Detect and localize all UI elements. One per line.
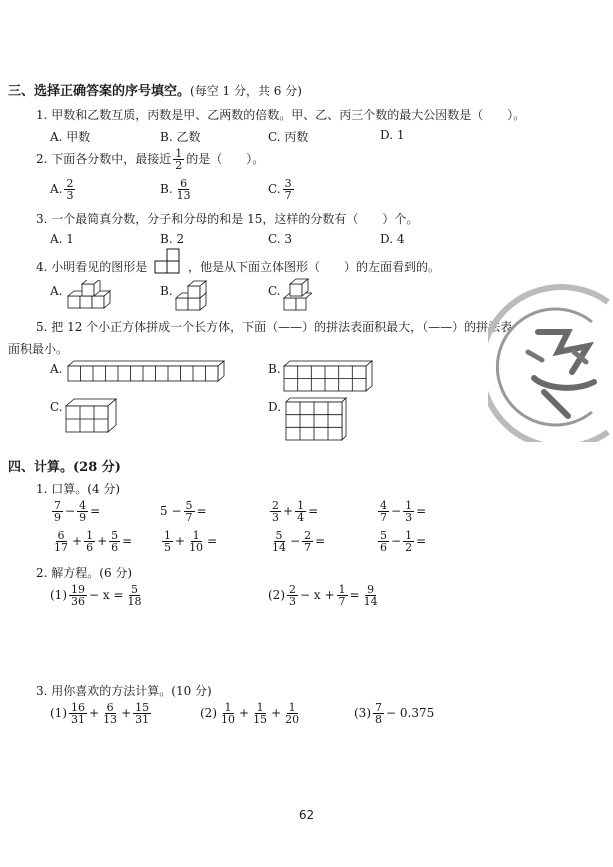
p3-title: 3. 用你喜欢的方法计算。(10 分) xyxy=(36,684,212,698)
q5-option-b-shape xyxy=(282,358,374,394)
q5-line2: 面积最小。 xyxy=(8,342,69,356)
equation-2: (2) $\frac{2}{3}$ − x + $\frac{1}{7}$ = $\frac{9}{14}$ xyxy=(268,583,378,608)
q3-option-c: C. 3 xyxy=(268,232,293,246)
oral-calc-r2c2: $\frac{1}{5}$ + $\frac{1}{10}$ = xyxy=(164,529,218,554)
q5-option-c-label: C. xyxy=(50,400,63,414)
q5-option-a-label: A. xyxy=(50,362,63,376)
oral-calc-r1c4: $\frac{4}{7}$ − $\frac{1}{3}$ = xyxy=(380,499,427,524)
q3-option-d: D. 4 xyxy=(380,232,405,246)
q3-text: 3. 一个最简真分数，分子和分母的和是 15，这样的分数有（ ）个。 xyxy=(36,212,419,226)
q2-text xyxy=(36,148,264,171)
q2-post: 的是（ ）。 xyxy=(186,152,265,166)
calc-3: (3) $\frac{7}{8}$ − 0.375 xyxy=(354,701,435,726)
q4-seen-shape xyxy=(154,248,188,276)
section3-title: 三、选择正确答案的序号填空。 xyxy=(8,84,191,99)
page-number: 62 xyxy=(298,808,315,822)
section3-header xyxy=(8,80,302,99)
q4-option-c-label: C. xyxy=(268,284,281,298)
q4-option-c-shape xyxy=(282,276,312,312)
q4-option-b-shape xyxy=(174,280,214,312)
section4-title: 四、计算。(28 分) xyxy=(8,460,121,475)
q2-pre: 2. 下面各分数中，最接近 xyxy=(36,152,172,166)
q1-option-d: D. 1 xyxy=(380,128,405,142)
oral-calc-r1c1: $\frac{7}{9}$ − $\frac{4}{9}$ = xyxy=(54,499,101,524)
p2-title: 2. 解方程。(6 分) xyxy=(36,566,133,580)
q3-option-a: A. 1 xyxy=(50,232,74,246)
q1-option-b: B. 乙数 xyxy=(160,130,201,144)
q2-option-b: B. $\frac{6}{13}$ xyxy=(160,177,191,202)
oral-calc-r2c4: $\frac{5}{6}$ − $\frac{1}{2}$ = xyxy=(380,529,427,554)
q1-option-c: C. 丙数 xyxy=(268,130,309,144)
oral-calc-r2c3: $\frac{5}{14}$ − $\frac{2}{7}$ = xyxy=(272,529,326,554)
q4-option-a-shape xyxy=(66,280,118,310)
q5-option-d-shape xyxy=(284,396,348,442)
oral-calc-r2c1: $\frac{6}{17}$ + $\frac{1}{6}$ + $\frac{5}{6}$ = xyxy=(54,529,133,554)
calc-2: (2) $\frac{1}{10}$ + $\frac{1}{15}$ + $\frac{1}{20}$ xyxy=(200,701,300,726)
q4-option-a-label: A. xyxy=(50,284,63,298)
q2-option-a: A. $\frac{2}{3}$ xyxy=(50,177,74,202)
q1-option-a: A. 甲数 xyxy=(50,130,91,144)
stamp-watermark xyxy=(488,282,613,442)
q2-half-fraction: $\frac{1}{2}$ xyxy=(175,147,183,172)
q4-post: ，他是从下面立体图形（ ）的左面看到的。 xyxy=(188,260,441,274)
q5-option-c-shape xyxy=(64,396,118,434)
q3-option-b: B. 2 xyxy=(160,232,185,246)
oral-calc-r1c2: 5 − $\frac{5}{7}$ = xyxy=(160,499,207,524)
q5-option-a-shape xyxy=(66,358,226,384)
q4-option-b-label: B. xyxy=(160,284,173,298)
equation-1: (1) $\frac{19}{36}$ − x = $\frac{5}{18}$ xyxy=(50,583,142,608)
q2-option-c: C. $\frac{3}{7}$ xyxy=(268,177,292,202)
q5-option-d-label: D. xyxy=(268,400,282,414)
q1-text: 1. 甲数和乙数互质，丙数是甲、乙两数的倍数。甲、乙、丙三个数的最大公因数是（ ）。 xyxy=(36,108,526,122)
calc-1: (1) $\frac{16}{31}$ + $\frac{6}{13}$ + $\frac{15}{31}$ xyxy=(50,701,150,726)
oral-calc-r1c3: $\frac{2}{3}$ + $\frac{1}{4}$ = xyxy=(272,499,319,524)
q5-option-b-label: B. xyxy=(268,362,281,376)
q4-pre: 4. 小明看见的图形是 xyxy=(36,260,148,274)
section3-note: (每空 1 分，共 6 分) xyxy=(190,84,302,98)
p1-title: 1. 口算。(4 分) xyxy=(36,482,121,496)
q5-line1: 5. 把 12 个小正方体拼成一个长方体，下面（——）的拼法表面积最大，（——）的拼法表 xyxy=(36,320,513,334)
